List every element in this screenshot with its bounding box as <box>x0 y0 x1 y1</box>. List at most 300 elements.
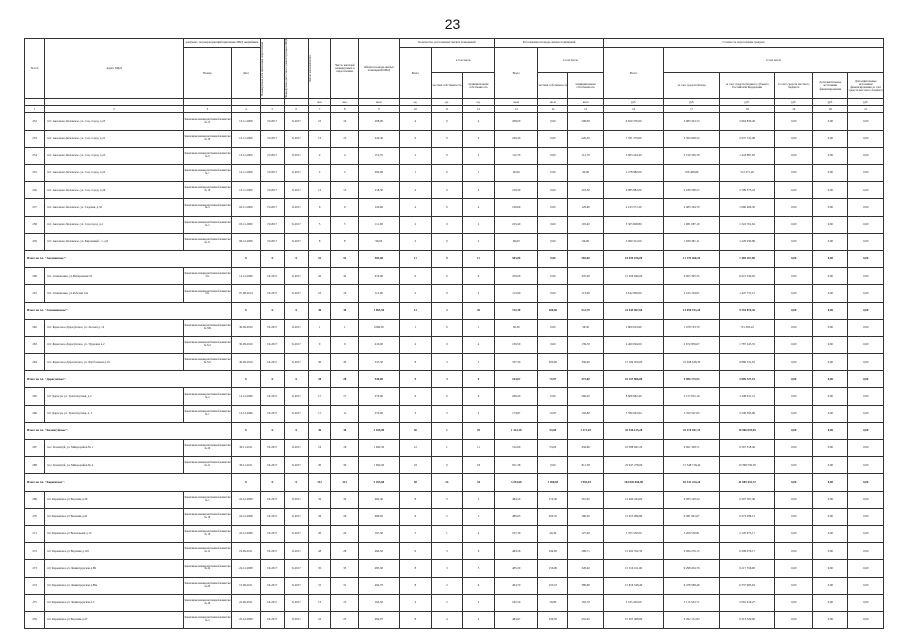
table-cell: 1 981 087,19 <box>664 216 719 233</box>
table-cell: 1 229 930,89 <box>719 233 774 250</box>
table-cell: 2 <box>462 594 495 611</box>
table-cell: 0,00 <box>538 388 568 405</box>
subtotal-label: Итого по г.п. "Дарасунское": <box>25 371 232 388</box>
table-cell: 15 505 468,84 <box>603 611 664 628</box>
table-cell: 11 <box>308 405 331 422</box>
table-cell: 156,90 <box>538 560 568 577</box>
table-cell: 10 398 559,56 <box>719 457 774 474</box>
unit-cell: руб. <box>848 99 884 106</box>
table-cell: 0,00 <box>775 147 813 164</box>
table-cell: 13 <box>308 130 331 147</box>
table-cell: 1 <box>432 440 462 457</box>
table-cell: 28 <box>308 371 331 388</box>
table-cell: 0,00 <box>848 302 884 319</box>
subtotal-label: Итого по г.п. "Аксеновское": <box>25 250 232 267</box>
table-cell: 2 <box>462 405 495 422</box>
table-cell: 0 <box>432 388 462 405</box>
table-cell: 30 <box>331 457 359 474</box>
table-cell: 0,00 <box>775 302 813 319</box>
table-cell: 17 <box>308 388 331 405</box>
table-cell: 30.09.2010 <box>231 354 260 371</box>
table-cell: 0,00 <box>848 405 884 422</box>
table-cell: 8 606 862,40 <box>603 388 664 405</box>
table-cell: 102,70 <box>568 594 603 611</box>
table-cell: 3 612 836,00 <box>603 285 664 302</box>
table-cell: 23 <box>308 611 331 628</box>
table-cell: 1 092,50 <box>359 440 399 457</box>
table-cell: 0,00 <box>538 233 568 250</box>
table-cell: 255 <box>25 165 45 182</box>
column-number-cell: 6 <box>284 106 308 113</box>
table-cell: 96,00 <box>495 233 538 250</box>
table-cell: 459,60 <box>568 440 603 457</box>
table-cell: 289,71 <box>568 543 603 560</box>
table-cell: 273 <box>25 560 45 577</box>
table-cell: 252 <box>25 113 45 130</box>
table-cell: 13 <box>308 594 331 611</box>
table-cell: 4 <box>462 611 495 628</box>
table-cell: 9 298 454,70 <box>664 560 719 577</box>
table-cell: 17 184 950,00 <box>603 354 664 371</box>
table-cell: 5 <box>331 216 359 233</box>
table-cell: 03.11.2009 <box>231 216 260 233</box>
table-cell: 167,30 <box>359 525 399 542</box>
table-cell: 0,00 <box>848 422 884 439</box>
table-cell: 20 <box>308 525 331 542</box>
table-cell: 229,30 <box>495 130 538 147</box>
table-cell: 8 <box>399 560 432 577</box>
table-cell: 0,00 <box>813 130 848 147</box>
table-cell: 0,00 <box>848 508 884 525</box>
table-cell: 470,00 <box>495 268 538 285</box>
table-cell: 6 650 376,00 <box>603 113 664 130</box>
header-doc-date: Дата <box>231 48 260 99</box>
table-cell: 0,00 <box>848 250 884 267</box>
table-cell: 271 <box>25 525 45 542</box>
table-cell: 129,60 <box>568 199 603 216</box>
table-cell: 0 <box>432 130 462 147</box>
table-cell: 0,00 <box>813 165 848 182</box>
table-cell: 24.12.2008 <box>231 508 260 525</box>
table-cell: 4 186 508,57 <box>664 182 719 199</box>
table-cell: 4 <box>462 336 495 353</box>
table-cell: 583,00 <box>495 250 538 267</box>
table-cell: Х <box>284 371 308 388</box>
table-cell: 35 <box>308 560 331 577</box>
table-cell: 200,60 <box>538 354 568 371</box>
table-cell: Х.2017 <box>284 319 308 336</box>
header-count-private: частная собственность <box>432 73 462 99</box>
header-total-area: Общая площадь жилых помещений МКД <box>359 39 399 99</box>
table-row <box>25 577 884 594</box>
table-cell: Х.2017 <box>284 543 308 560</box>
table-cell: 0,00 <box>775 165 813 182</box>
table-cell: 14 050 193,24 <box>664 302 719 319</box>
table-cell: 13.11.2009 <box>231 130 260 147</box>
table-cell: 0,00 <box>848 543 884 560</box>
subtotal-row <box>25 474 884 491</box>
table-cell: 0,00 <box>775 336 813 353</box>
column-number-cell: 19 <box>775 106 813 113</box>
table-cell: 229,30 <box>568 130 603 147</box>
table-cell: 52 <box>308 250 331 267</box>
table-cell: 36,30 <box>568 319 603 336</box>
table-cell: 96,00 <box>568 233 603 250</box>
table-cell: 208,00 <box>359 113 399 130</box>
table-cell: 0,00 <box>775 457 813 474</box>
table-cell: 0,00 <box>775 440 813 457</box>
table-cell: 2 081 916,27 <box>719 594 774 611</box>
header-cost-extra-sources: Дополнительные источники финансирования <box>813 73 848 99</box>
table-cell: 5 253,68 <box>359 474 399 491</box>
table-row <box>25 130 884 147</box>
table-cell: 489,65 <box>495 508 538 525</box>
unit-cell: кв.м <box>538 99 568 106</box>
table-cell: 583,00 <box>359 250 399 267</box>
table-cell: 2 <box>462 147 495 164</box>
table-cell: 162,50 <box>359 594 399 611</box>
table-cell: 537,50 <box>495 354 538 371</box>
unit-cell <box>260 99 284 106</box>
table-cell: пгт. Аксеново-Зиловское, ул. Соц. город, д.21 <box>45 130 184 147</box>
table-cell: Заключение межведомственной комиссии № 51 <box>183 233 231 250</box>
table-cell: 1 078 723,70 <box>664 319 719 336</box>
table-cell: Х.2017 <box>284 594 308 611</box>
header-area-group: Расселяемая площадь жилых помещений <box>495 39 603 48</box>
table-cell: пгт. Аксеново-Зиловское, ул. Соц. город, д.25 <box>45 113 184 130</box>
table-cell: 1 <box>432 422 462 439</box>
table-cell: Х <box>284 302 308 319</box>
table-cell: 4 <box>331 147 359 164</box>
table-cell: 0,00 <box>848 525 884 542</box>
table-cell: 0,00 <box>775 319 813 336</box>
table-cell: 6 <box>462 130 495 147</box>
table-cell: Х <box>260 371 284 388</box>
header-count-including: в том числе <box>432 48 495 73</box>
table-cell: 46 <box>308 422 331 439</box>
table-cell: IX.2017 <box>260 560 284 577</box>
table-cell: 0,00 <box>775 594 813 611</box>
table-cell: 23 445 067,60 <box>603 302 664 319</box>
table-cell: Х <box>231 250 260 267</box>
unit-cell <box>231 99 260 106</box>
table-cell: 36,30 <box>495 319 538 336</box>
table-cell: 0 <box>432 336 462 353</box>
table-cell: 40 <box>308 302 331 319</box>
table-cell: 8 <box>399 611 432 628</box>
table-cell: 13.12.2006 <box>231 405 260 422</box>
table-cell: 0,00 <box>848 336 884 353</box>
table-cell: 4 <box>432 611 462 628</box>
table-cell: 174,87 <box>495 405 538 422</box>
table-cell: 229,05 <box>538 611 568 628</box>
table-cell: 6 567 518,49 <box>719 440 774 457</box>
table-cell: 489,65 <box>359 508 399 525</box>
table-cell: 0,00 <box>848 130 884 147</box>
table-cell: 111,90 <box>359 216 399 233</box>
table-cell: Заключение межведомственной комиссии № 309 <box>183 319 231 336</box>
table-cell: 0,00 <box>813 113 848 130</box>
table-cell: 0,00 <box>848 182 884 199</box>
table-cell: 0,00 <box>538 216 568 233</box>
table-cell: 0,00 <box>848 611 884 628</box>
table-cell: пгт Карымское ул Верхняя д.118 <box>45 543 184 560</box>
table-cell: 6 207 307,46 <box>719 491 774 508</box>
table-cell: 42 <box>331 268 359 285</box>
table-cell: 0,00 <box>775 199 813 216</box>
table-cell: 274 <box>25 577 45 594</box>
unit-cell <box>25 99 45 106</box>
table-cell: Х.2017 <box>284 405 308 422</box>
table-cell: 06.12.2009 <box>231 233 260 250</box>
table-cell: 3 <box>432 371 462 388</box>
table-cell: Х.2017 <box>284 113 308 130</box>
table-cell: 2 672 839,67 <box>664 336 719 353</box>
table-cell: 02.11.2009 <box>231 199 260 216</box>
table-cell: 30 <box>331 354 359 371</box>
table-cell: 1069,30 <box>359 319 399 336</box>
table-cell: 0,00 <box>848 113 884 130</box>
table-cell: 0,00 <box>848 388 884 405</box>
table-cell: 1 <box>462 319 495 336</box>
table-cell: 0,00 <box>813 268 848 285</box>
column-number-cell: 10 <box>399 106 432 113</box>
table-cell: Х <box>284 250 308 267</box>
table-cell: 1 092,50 <box>359 457 399 474</box>
table-cell: 41 685 432,72 <box>719 474 774 491</box>
table-cell: пгт Дарасун, ул. Транспортная, д.2 <box>45 388 184 405</box>
table-cell: 8 <box>331 233 359 250</box>
table-cell: Х.2017 <box>284 233 308 250</box>
table-cell: 112,70 <box>495 147 538 164</box>
table-cell: 25.12.2008 <box>231 611 260 628</box>
units-row <box>25 99 884 106</box>
table-row <box>25 319 884 336</box>
table-cell: IV.2017 <box>260 233 284 250</box>
table-cell: 0,00 <box>775 250 813 267</box>
table-cell: 470,00 <box>568 268 603 285</box>
table-cell: 200,60 <box>538 302 568 319</box>
table-cell: 9 283 126,54 <box>664 491 719 508</box>
header-planned-date: Планируемая дата окончания переселения <box>259 41 264 96</box>
table-cell: пгт. Береговое-Дарасунское, ул. Трудовая д.2 <box>45 336 184 353</box>
table-cell: 0 <box>432 457 462 474</box>
table-cell: 3 <box>432 405 462 422</box>
table-cell: 164,07 <box>495 371 538 388</box>
table-cell: 0,00 <box>813 543 848 560</box>
table-cell: 0,00 <box>775 233 813 250</box>
table-cell: 15 492 352,32 <box>603 543 664 560</box>
table-cell: IX.2017 <box>260 388 284 405</box>
table-cell: 7 331 379,60 <box>603 130 664 147</box>
table-cell: 6 337 985,62 <box>719 577 774 594</box>
table-cell: 0,00 <box>848 147 884 164</box>
header-address: Адрес МКД <box>45 39 184 99</box>
table-cell: 0,00 <box>538 182 568 199</box>
table-cell: 22.12.2008 <box>231 525 260 542</box>
table-cell: 3 253,68 <box>495 474 538 491</box>
table-cell: 8 <box>399 508 432 525</box>
table-cell: 9 <box>462 268 495 285</box>
table-cell: Х <box>284 474 308 491</box>
table-cell: 0 <box>432 250 462 267</box>
header-doc-number: Номер <box>183 48 231 99</box>
table-cell: 1 <box>462 165 495 182</box>
table-cell: 0,00 <box>813 508 848 525</box>
table-cell: 8 <box>308 233 331 250</box>
table-cell: 0,00 <box>775 113 813 130</box>
table-cell: Х.2017 <box>284 199 308 216</box>
table-cell: Заключение межведомственной комиссии № 21 <box>183 457 231 474</box>
table-cell: IV.2017 <box>260 113 284 130</box>
table-cell: Х.2017 <box>284 491 308 508</box>
table-cell: пос. Калангуй, ул. Микрорайон № 2 <box>45 457 184 474</box>
table-cell: 6 273 288,13 <box>719 508 774 525</box>
table-cell: 419,00 <box>359 336 399 353</box>
table-cell: пгт. Береговое-Дарасунское, ул. Лесная д. 12 <box>45 319 184 336</box>
table-cell: пгт Карымское ул Ленинградская д.89 <box>45 560 184 577</box>
table-cell: 30.11.2011 <box>231 440 260 457</box>
table-cell: 0,00 <box>813 354 848 371</box>
table-cell: 13.11.2009 <box>231 165 260 182</box>
unit-cell: чел. <box>308 99 331 106</box>
table-cell: Х <box>260 250 284 267</box>
table-cell: 0,00 <box>775 611 813 628</box>
table-cell: IX.2017 <box>260 611 284 628</box>
table-cell: Заключение межведомственной комиссии № 15 <box>183 113 231 130</box>
table-cell: 6 <box>462 371 495 388</box>
table-cell: 29 <box>462 422 495 439</box>
header-area-total: Всего <box>495 48 538 99</box>
header-cost-extra-budget: Дополнительные источники финансирования за счет средств местного бюджета <box>848 73 884 99</box>
table-cell: 0,00 <box>538 457 568 474</box>
table-row <box>25 560 884 577</box>
table-cell: 0,00 <box>848 268 884 285</box>
table-cell: Заключение межведомственной комиссии б/н <box>183 285 231 302</box>
subtotal-label: Итого по г.п. "Атамановское": <box>25 302 232 319</box>
table-cell: 260 <box>25 268 45 285</box>
table-cell: 9 821 328,71 <box>664 440 719 457</box>
header-area-private: частная собственность <box>538 73 568 99</box>
table-cell: пгт Карымское ул Верхняя д.41 <box>45 508 184 525</box>
column-number-cell: 13 <box>495 106 538 113</box>
table-cell: 2 664 830,26 <box>719 113 774 130</box>
table-cell: 194,85 <box>538 543 568 560</box>
table-cell: Заключение межведомственной комиссии б/н <box>183 268 231 285</box>
table-cell: 0,00 <box>538 285 568 302</box>
table-cell: 10 <box>308 113 331 130</box>
table-cell: 1 <box>331 319 359 336</box>
table-cell: 104 026 656,96 <box>603 474 664 491</box>
column-number-cell: 5 <box>260 106 284 113</box>
column-number-cell: 7 <box>308 106 331 113</box>
table-cell: Х.2017 <box>284 440 308 457</box>
table-cell: 13 <box>308 182 331 199</box>
column-number-cell: 11 <box>432 106 462 113</box>
table-cell: 15 548 718,44 <box>664 457 719 474</box>
table-cell: 276 <box>25 611 45 628</box>
table-cell: 2 <box>399 285 432 302</box>
table-cell: 3 448 931,21 <box>719 388 774 405</box>
table-cell: пгт Карымское ул Верхняя д.47 <box>45 611 184 628</box>
table-cell: Х.2017 <box>284 388 308 405</box>
table-cell: 07.08.2014 <box>231 285 260 302</box>
table-cell: 256 <box>25 182 45 199</box>
table-cell: 0,00 <box>775 216 813 233</box>
table-cell: 4 <box>462 525 495 542</box>
table-cell: 1 965,50 <box>359 302 399 319</box>
table-cell: 139,50 <box>495 336 538 353</box>
table-cell: 0,00 <box>775 577 813 594</box>
table-cell: 372,00 <box>568 371 603 388</box>
unit-cell: руб. <box>775 99 813 106</box>
header-doc-group: документ, подтверждающий признание МКД аварийным <box>183 39 260 48</box>
table-cell: 2 483 164,70 <box>664 199 719 216</box>
table-cell: 1 <box>399 165 432 182</box>
table-cell: 269 <box>25 491 45 508</box>
table-cell: 0,00 <box>848 371 884 388</box>
page-number: 23 <box>444 16 461 32</box>
table-cell: 34 <box>462 474 495 491</box>
table-cell: 262 <box>25 319 45 336</box>
table-row <box>25 405 884 422</box>
table-cell: 300,35 <box>538 508 568 525</box>
table-cell: 28 <box>331 543 359 560</box>
table-cell: 512,60 <box>495 440 538 457</box>
unit-cell: руб. <box>813 99 848 106</box>
table-cell: 20 <box>462 302 495 319</box>
table-cell: IV.2017 <box>260 199 284 216</box>
table-cell: Х.2017 <box>284 508 308 525</box>
table-cell: 26 <box>331 508 359 525</box>
table-cell: 0,00 <box>848 440 884 457</box>
table-cell: 6 <box>399 388 432 405</box>
table-cell: Заключение межведомственной комиссии № 22 <box>183 543 231 560</box>
subtotal-label: Итого по г.п. "Калангуйское": <box>25 422 232 439</box>
header-cost-group: Стоимость переселения граждан <box>603 39 883 48</box>
table-cell: 46 <box>331 422 359 439</box>
table-cell: 35 <box>331 560 359 577</box>
table-cell: 0,00 <box>775 354 813 371</box>
table-cell: Заключение межведомственной комиссии № 18 <box>183 508 231 525</box>
table-cell: 2 <box>308 165 331 182</box>
table-cell: 11 170 460,20 <box>664 250 719 267</box>
table-cell: 129,60 <box>359 199 399 216</box>
table-cell: Х.2017 <box>284 577 308 594</box>
table-cell: 96,00 <box>359 233 399 250</box>
table-cell: 512 471,20 <box>719 165 774 182</box>
table-cell: 5 <box>399 525 432 542</box>
table-cell: 5 689 327,19 <box>719 371 774 388</box>
table-cell: 269,20 <box>568 388 603 405</box>
table-cell: 52 <box>331 250 359 267</box>
table-cell: 0,00 <box>538 113 568 130</box>
table-row <box>25 543 884 560</box>
table-cell: 0 <box>432 233 462 250</box>
table-cell: 0,00 <box>848 233 884 250</box>
unit-cell <box>183 99 231 106</box>
table-cell: Х.2017 <box>284 147 308 164</box>
table-cell: 0 <box>432 268 462 285</box>
table-cell: 6 213 329,00 <box>719 611 774 628</box>
table-cell: 4 <box>399 182 432 199</box>
table-cell: пгт. Аксеново-Зиловское, ул. Кировский - 1, д.8 <box>45 233 184 250</box>
table-cell: Х <box>231 302 260 319</box>
table-cell: 4 <box>462 113 495 130</box>
table-cell: Заключение межведомственной комиссии № 8 <box>183 147 231 164</box>
table-cell: 0,00 <box>848 457 884 474</box>
table-row <box>25 233 884 250</box>
